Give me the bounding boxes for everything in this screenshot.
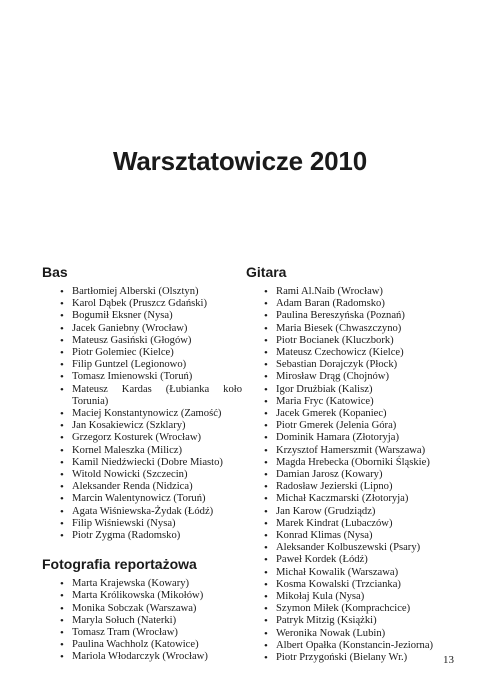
section-heading-gitara: Gitara [246,264,287,280]
list-item: • Piotr Przygoński (Bielany Wr.) [246,652,446,664]
list-item: • Kornel Maleszka (Milicz) [42,445,242,457]
list-item: • Maria Fryc (Katowice) [246,396,446,408]
list-item: • Mateusz Kardas (Łubianka koło Torunia) [42,384,242,408]
list-item: • Marta Krajewska (Kowary) [42,578,242,590]
list-item: • Marcin Walentynowicz (Toruń) [42,493,242,505]
list-item: • Patryk Mitzig (Książki) [246,615,446,627]
list-item: • Radosław Jezierski (Lipno) [246,481,446,493]
list-item: • Jacek Ganiebny (Wrocław) [42,323,242,335]
right-column [246,264,446,664]
list-item: • Michał Kowalik (Warszawa) [246,567,446,579]
list-fotografia [42,578,242,663]
list-item: • Piotr Bocianek (Kluczbork) [246,335,446,347]
list-item: • Paulina Wachholz (Katowice) [42,639,242,651]
list-item: • Jacek Gmerek (Kopaniec) [246,408,446,420]
list-item: • Filip Wiśniewski (Nysa) [42,518,242,530]
list-item: • Magda Hrebecka (Oborniki Śląskie) [246,457,446,469]
list-item: • Maryla Sołuch (Naterki) [42,615,242,627]
list-item: • Mirosław Drąg (Chojnów) [246,371,446,383]
list-item: • Aleksander Kolbuszewski (Psary) [246,542,446,554]
list-item: • Sebastian Dorajczyk (Płock) [246,359,446,371]
list-item: • Konrad Klimas (Nysa) [246,530,446,542]
list-item: • Michał Kaczmarski (Złotoryja) [246,493,446,505]
list-item: • Aleksander Renda (Nidzica) [42,481,242,493]
list-item: • Paulina Bereszyńska (Poznań) [246,310,446,322]
list-item: • Dominik Hamara (Złotoryja) [246,432,446,444]
list-gitara [246,286,446,664]
list-item: • Maria Biesek (Chwaszczyno) [246,323,446,335]
list-item: • Adam Baran (Radomsko) [246,298,446,310]
list-item: • Bogumił Eksner (Nysa) [42,310,242,322]
section-heading-bas: Bas [42,264,68,280]
list-item: • Piotr Gmerek (Jelenia Góra) [246,420,446,432]
page-title: Warsztatowicze 2010 [113,146,367,176]
left-column [42,264,242,664]
list-item: • Mariola Włodarczyk (Wrocław) [42,651,242,663]
list-item: • Paweł Kordek (Łódź) [246,554,446,566]
section-heading-fotografia: Fotografia reportażowa [42,556,197,573]
list-bas [42,286,242,542]
list-item: • Rami Al.Naib (Wrocław) [246,286,446,298]
list-item: • Jan Karow (Grudziądz) [246,506,446,518]
list-item: • Bartłomiej Alberski (Olsztyn) [42,286,242,298]
list-item: • Filip Guntzel (Legionowo) [42,359,242,371]
list-item: • Monika Sobczak (Warszawa) [42,603,242,615]
list-item: • Maciej Konstantynowicz (Zamość) [42,408,242,420]
list-item: • Mateusz Gasiński (Głogów) [42,335,242,347]
list-item: • Weronika Nowak (Lubin) [246,628,446,640]
list-item: • Tomasz Tram (Wrocław) [42,627,242,639]
list-item: • Marta Królikowska (Mikołów) [42,590,242,602]
list-item: • Mateusz Czechowicz (Kielce) [246,347,446,359]
list-item: • Agata Wiśniewska-Żydak (Łódź) [42,506,242,518]
list-item: • Szymon Miłek (Komprachcice) [246,603,446,615]
list-item: • Kosma Kowalski (Trzcianka) [246,579,446,591]
list-item: • Grzegorz Kosturek (Wrocław) [42,432,242,444]
list-item: • Mikołaj Kula (Nysa) [246,591,446,603]
list-item: • Kamil Niedźwiecki (Dobre Miasto) [42,457,242,469]
list-item: • Marek Kindrat (Lubaczów) [246,518,446,530]
list-item: • Krzysztof Hamerszmit (Warszawa) [246,445,446,457]
list-item: • Tomasz Imienowski (Toruń) [42,371,242,383]
page-number: 13 [443,654,454,666]
list-item: • Igor Drużbiak (Kalisz) [246,384,446,396]
list-item: • Karol Dąbek (Pruszcz Gdański) [42,298,242,310]
list-item: • Piotr Zygma (Radomsko) [42,530,242,542]
list-item: • Witold Nowicki (Szczecin) [42,469,242,481]
list-item: • Albert Opałka (Konstancin-Jeziorna) [246,640,446,652]
list-item: • Jan Kosakiewicz (Szklary) [42,420,242,432]
list-item: • Piotr Golemiec (Kielce) [42,347,242,359]
list-item: • Damian Jarosz (Kowary) [246,469,446,481]
